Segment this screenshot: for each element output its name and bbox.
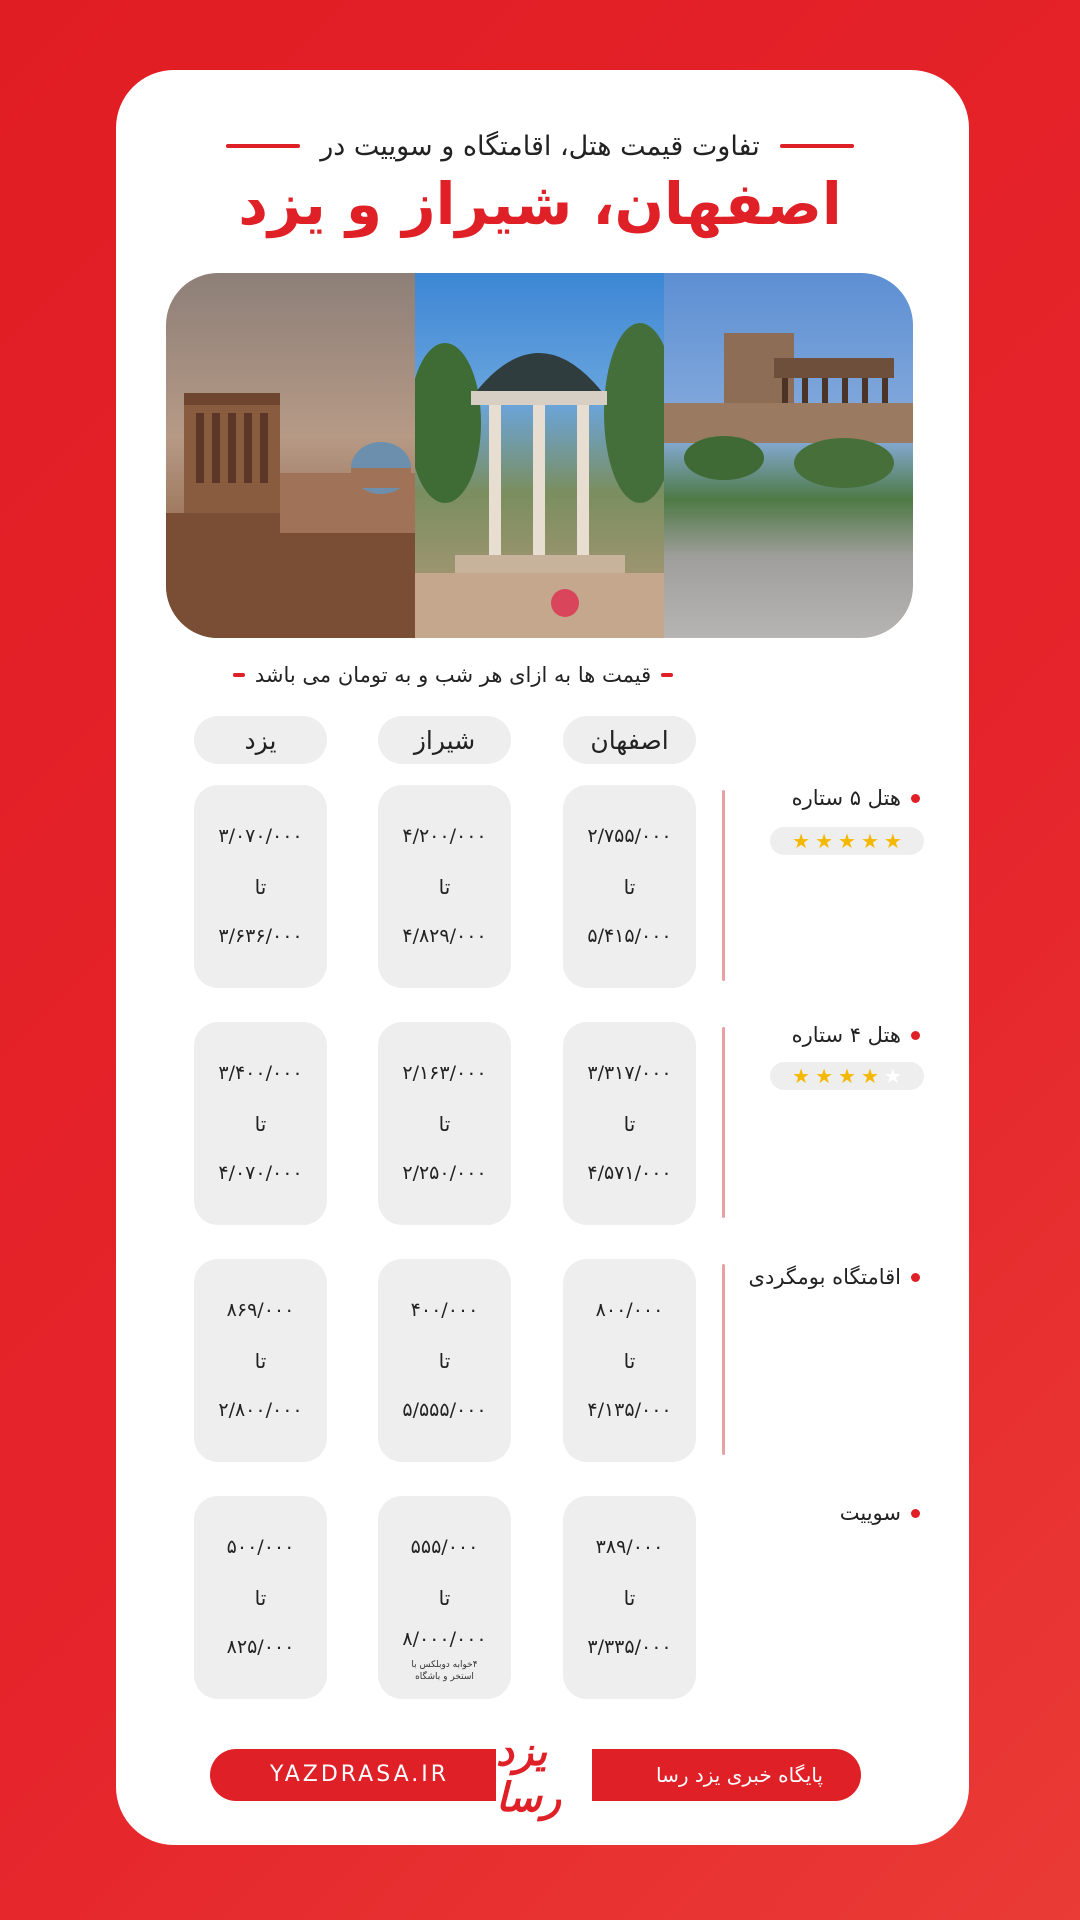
price-max: ۳/۳۳۵/۰۰۰ (587, 1636, 672, 1658)
bullet-dot (911, 1273, 920, 1282)
price-min: ۸۰۰/۰۰۰ (595, 1299, 664, 1321)
price-box-shiraz-4-star (378, 1022, 511, 1225)
price-box-isfahan-4-star (563, 1022, 696, 1225)
price-max: ۴/۸۲۹/۰۰۰ (402, 925, 487, 947)
price-box-yazd-ecolodge (194, 1259, 327, 1462)
column-header-isfahan: اصفهان (563, 716, 696, 764)
star-icon: ★ (838, 1064, 856, 1088)
price-min: ۴/۲۰۰/۰۰۰ (402, 825, 487, 847)
price-box-shiraz-ecolodge (378, 1259, 511, 1462)
price-to: تا (438, 1349, 451, 1373)
price-min: ۵۰۰/۰۰۰ (226, 1536, 295, 1558)
row-divider (722, 790, 725, 981)
row-label-text: هتل ۵ ستاره (791, 786, 901, 810)
row-label-text: هتل ۴ ستاره (791, 1023, 901, 1047)
price-box-yazd-suite (194, 1496, 327, 1699)
price-to: تا (438, 875, 451, 899)
star-icon: ★ (838, 829, 856, 853)
row-label-text: اقامتگاه بومگردی (748, 1265, 901, 1289)
price-max: ۵/۴۱۵/۰۰۰ (587, 925, 672, 947)
price-box-yazd-4-star (194, 1022, 327, 1225)
star-icon: ★ (883, 829, 902, 853)
empty-star-icon: ★ (883, 1064, 902, 1088)
star-rating-4 (770, 1062, 924, 1090)
star-icon: ★ (815, 1064, 834, 1088)
price-min: ۳/۳۱۷/۰۰۰ (587, 1062, 672, 1084)
price-to: تا (254, 875, 267, 899)
price-note (218, 656, 688, 694)
price-max: ۸۲۵/۰۰۰ (226, 1636, 295, 1658)
price-to: تا (438, 1586, 451, 1610)
price-max: ۴/۵۷۱/۰۰۰ (587, 1162, 672, 1184)
price-max: ۲/۸۰۰/۰۰۰ (218, 1399, 303, 1421)
price-min: ۸۶۹/۰۰۰ (226, 1299, 295, 1321)
price-box-shiraz-5-star (378, 785, 511, 988)
price-to: تا (254, 1112, 267, 1136)
city-photos (166, 273, 913, 638)
price-to: تا (438, 1112, 451, 1136)
price-min: ۲/۱۶۳/۰۰۰ (402, 1062, 487, 1084)
price-min: ۴۰۰/۰۰۰ (410, 1299, 479, 1321)
right-rule (780, 144, 854, 148)
price-min: ۳/۰۷۰/۰۰۰ (218, 825, 303, 847)
shiraz-photo (415, 273, 664, 638)
row-divider (722, 1027, 725, 1218)
column-header-yazd: یزد (194, 716, 327, 764)
site-url[interactable]: YAZDRASA.IR (270, 1762, 450, 1787)
star-icon: ★ (815, 829, 834, 853)
price-footnote: ۴خوابه دوبلکس با استخر و باشگاه (411, 1660, 478, 1682)
yazd-photo (166, 273, 415, 638)
price-max: ۸/۰۰۰/۰۰۰ (402, 1628, 487, 1650)
price-max: ۴/۰۷۰/۰۰۰ (218, 1162, 303, 1184)
star-icon: ★ (792, 1064, 811, 1088)
star-icon: ★ (860, 1064, 879, 1088)
note-dash-left (233, 673, 245, 677)
price-min: ۵۵۵/۰۰۰ (410, 1536, 479, 1558)
hafez-tomb-illustration (415, 273, 664, 638)
row-label-4-star (680, 1023, 920, 1047)
bullet-dot (911, 1031, 920, 1040)
price-max: ۵/۵۵۵/۰۰۰ (402, 1399, 487, 1421)
note-dash-right (661, 673, 673, 677)
subtitle-row (0, 124, 1080, 168)
star-rating-5 (770, 827, 924, 855)
logo-text: یزد رسا (496, 1729, 562, 1821)
price-to: تا (623, 875, 636, 899)
price-min: ۳/۴۰۰/۰۰۰ (218, 1062, 303, 1084)
price-max: ۲/۲۵۰/۰۰۰ (402, 1162, 487, 1184)
price-min: ۲/۷۵۵/۰۰۰ (587, 825, 672, 847)
price-to: تا (623, 1586, 636, 1610)
subtitle: تفاوت قیمت هتل، اقامتگاه و سوییت در (320, 130, 760, 162)
price-min: ۳۸۹/۰۰۰ (595, 1536, 664, 1558)
price-box-isfahan-ecolodge (563, 1259, 696, 1462)
star-icon: ★ (860, 829, 879, 853)
price-box-isfahan-suite (563, 1496, 696, 1699)
star-icon: ★ (792, 829, 811, 853)
isfahan-photo (664, 273, 913, 638)
price-max: ۴/۱۳۵/۰۰۰ (587, 1399, 672, 1421)
row-label-text: سوییت (839, 1501, 901, 1525)
price-to: تا (623, 1349, 636, 1373)
row-label-5-star (680, 786, 920, 810)
price-box-shiraz-suite (378, 1496, 511, 1699)
bullet-dot (911, 1509, 920, 1518)
price-to: تا (623, 1112, 636, 1136)
ali-qapu-illustration (664, 273, 913, 638)
left-rule (226, 144, 300, 148)
row-divider (722, 1264, 725, 1455)
bullet-dot (911, 794, 920, 803)
price-to: تا (254, 1349, 267, 1373)
row-label-ecolodge (680, 1265, 920, 1289)
site-label: پایگاه خبری یزد رسا (655, 1763, 823, 1787)
yazdrasa-logo (496, 1729, 592, 1821)
price-to: تا (254, 1586, 267, 1610)
page-title: اصفهان، شیراز و یزد (238, 170, 842, 238)
windcatcher-illustration (166, 273, 415, 638)
note-text: قیمت ها به ازای هر شب و به تومان می باشد (254, 663, 652, 687)
price-box-yazd-5-star (194, 785, 327, 988)
row-label-suite (680, 1501, 920, 1525)
column-header-shiraz: شیراز (378, 716, 511, 764)
price-max: ۳/۶۳۶/۰۰۰ (218, 925, 303, 947)
price-box-isfahan-5-star (563, 785, 696, 988)
